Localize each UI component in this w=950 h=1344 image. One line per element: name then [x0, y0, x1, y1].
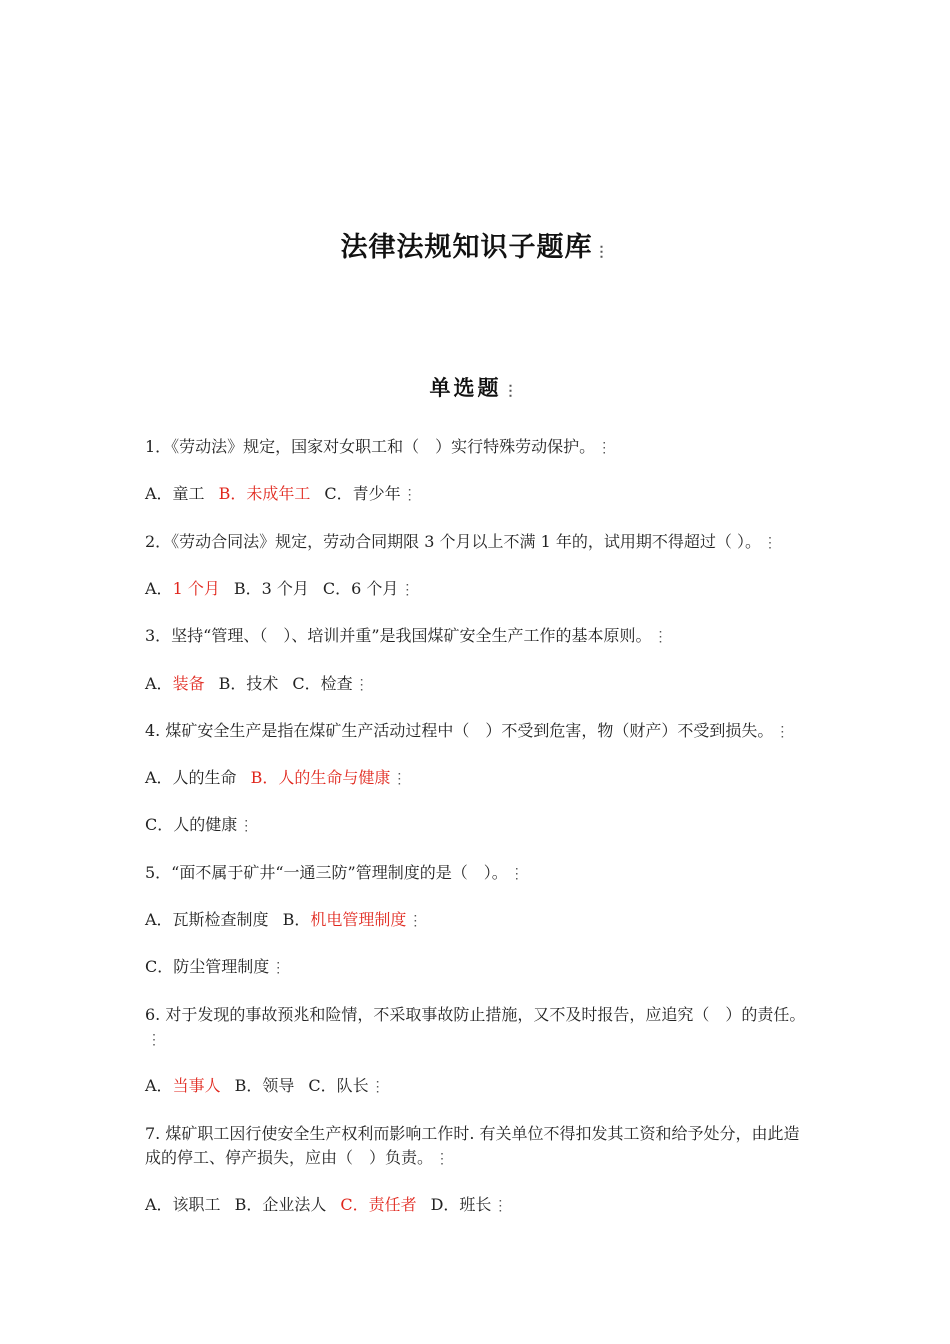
paragraph-mark: ⋮	[400, 582, 415, 598]
paragraph-mark: ⋮	[147, 1032, 161, 1048]
option-a-answer: 1 个月	[172, 579, 220, 598]
page-title	[0, 225, 950, 264]
question-5	[145, 861, 815, 886]
option-b-prefix: B．	[282, 910, 311, 929]
question-text: 6. 对于发现的事故预兆和险情，不采取事故防止措施，又不及时报告，应追究（ ）的责任。	[145, 1005, 806, 1024]
option-a-answer: 当事人	[172, 1076, 221, 1095]
option-c: C．队长	[308, 1076, 369, 1095]
paragraph-mark: ⋮	[509, 866, 524, 882]
options-4-cont	[145, 813, 815, 838]
paragraph-mark: ⋮	[402, 487, 417, 503]
question-text: 4. 煤矿安全生产是指在煤矿生产活动过程中（ ）不受到危害，物（财产）不受到损失。	[145, 721, 774, 740]
options-1	[145, 482, 815, 507]
paragraph-mark: ⋮	[408, 913, 423, 929]
option-c: C．6 个月	[322, 579, 399, 598]
option-a: A．瓦斯检查制度	[145, 910, 269, 929]
option-b-answer: B．人的生命与健康	[250, 768, 391, 787]
option-b: B．企业法人	[234, 1195, 327, 1214]
option-a: A．该职工	[145, 1195, 221, 1214]
option-c: C．防尘管理制度	[145, 957, 270, 976]
option-c: C．检查	[292, 674, 353, 693]
section-text: 单选题	[429, 375, 502, 400]
paragraph-mark: ⋮	[503, 383, 521, 399]
paragraph-mark: ⋮	[435, 1151, 450, 1167]
options-2	[145, 577, 815, 602]
paragraph-mark: ⋮	[370, 1079, 385, 1095]
paragraph-mark: ⋮	[594, 244, 610, 260]
option-c-answer: C．责任者	[340, 1195, 417, 1214]
question-4	[145, 719, 815, 744]
paragraph-mark: ⋮	[239, 818, 254, 834]
option-c: C．人的健康	[145, 815, 238, 834]
question-text: 2．《劳动合同法》规定，劳动合同期限 3 个月以上不满 1 年的，试用期不得超过（ ）。	[145, 532, 761, 551]
title-text: 法律法规知识子题库	[340, 232, 593, 263]
paragraph-mark: ⋮	[493, 1198, 508, 1214]
option-a-prefix: A．	[145, 674, 173, 693]
paragraph-mark: ⋮	[271, 960, 286, 976]
option-b-answer: B．未成年工	[218, 484, 311, 503]
paragraph-mark: ⋮	[354, 677, 369, 693]
option-a-prefix: A．	[145, 579, 173, 598]
option-b: B．领导	[234, 1076, 295, 1095]
option-a-prefix: A．	[145, 1076, 173, 1095]
option-b: B．3 个月	[233, 579, 309, 598]
question-1	[145, 435, 815, 460]
option-b: B．技术	[218, 674, 279, 693]
option-c: C．青少年	[324, 484, 401, 503]
question-6	[145, 1003, 815, 1052]
paragraph-mark: ⋮	[762, 535, 777, 551]
question-3	[145, 624, 815, 649]
option-a-answer: 装备	[172, 674, 205, 693]
options-7	[145, 1193, 815, 1218]
question-2	[145, 530, 815, 555]
paragraph-mark: ⋮	[597, 440, 612, 456]
question-text: 1．《劳动法》规定，国家对女职工和（ ）实行特殊劳动保护。	[145, 437, 596, 456]
paragraph-mark: ⋮	[653, 629, 668, 645]
options-6	[145, 1074, 815, 1099]
section-heading	[0, 372, 950, 402]
options-3	[145, 672, 815, 697]
option-a: A．童工	[145, 484, 205, 503]
options-5-cont	[145, 955, 815, 980]
option-d: D．班长	[430, 1195, 492, 1214]
question-text: 3．坚持“管理、（ ）、培训并重”是我国煤矿安全生产工作的基本原则。	[145, 626, 652, 645]
paragraph-mark: ⋮	[392, 771, 407, 787]
option-b-answer: 机电管理制度	[310, 910, 407, 929]
question-7	[145, 1122, 815, 1171]
paragraph-mark: ⋮	[775, 724, 790, 740]
question-text: 5．“面不属于矿井“一通三防”管理制度的是（ ）。	[145, 863, 508, 882]
option-a: A．人的生命	[145, 768, 237, 787]
options-4	[145, 766, 815, 791]
options-5	[145, 908, 815, 933]
question-text: 7. 煤矿职工因行使安全生产权利而影响工作时. 有关单位不得扣发其工资和给予处分，由此造成的停工、停产损失，应由（ ）负责。	[145, 1124, 800, 1167]
